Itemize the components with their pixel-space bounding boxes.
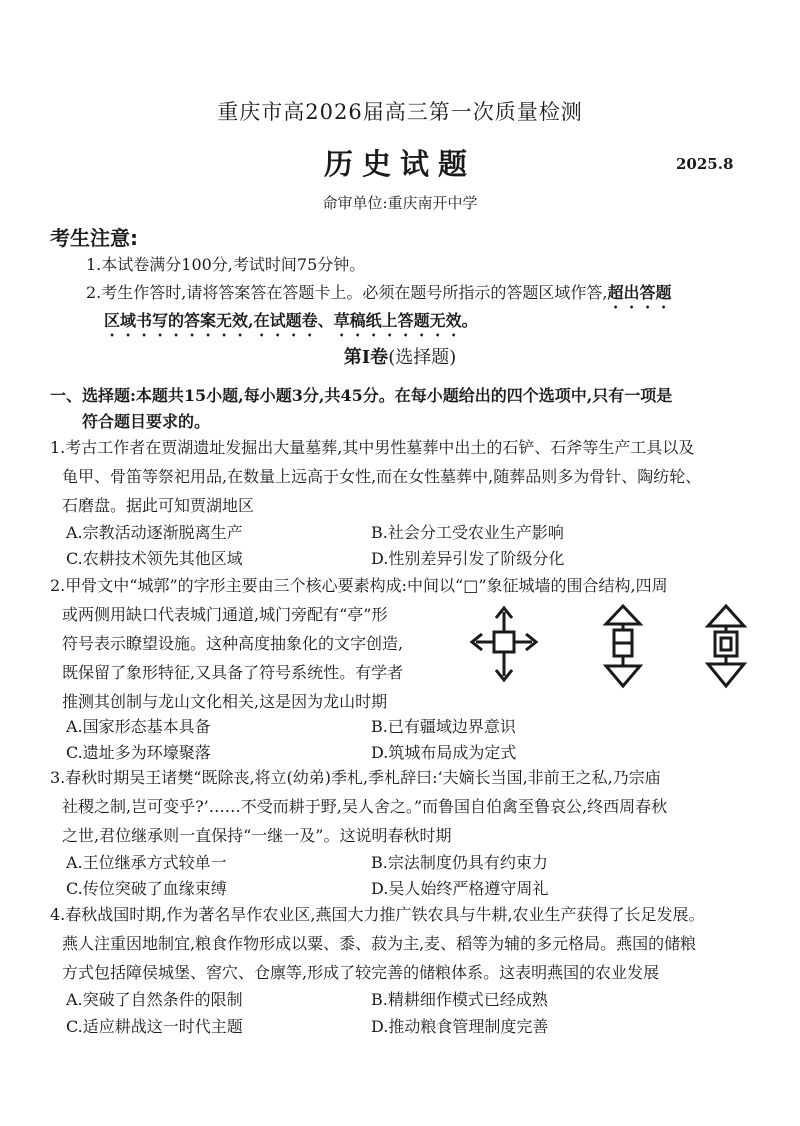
subject-title: 历史试题 <box>323 147 476 181</box>
notice-item-2-emphasis: 超出答题 <box>607 283 672 302</box>
question-2-line3: 符号表示瞭望设施。这种高度抽象化的文字创造, <box>62 634 404 653</box>
question-3-line3: 之世,君位继承则一直保持“一继一及”。这说明春秋时期 <box>62 826 452 845</box>
part-instructions-line1: 一、选择题:本题共15小题,每小题3分,共45分。在每小题给出的四个选项中,只有一项是 <box>50 386 673 405</box>
notice-heading: 考生注意: <box>50 226 138 250</box>
question-2-line2: 或两侧用缺口代表城门通道,城门旁配有“亭”形 <box>62 605 388 624</box>
question-4-line3: 方式包括障侯城堡、窖穴、仓廪等,形成了较完善的储粮体系。这表明燕国的农业发展 <box>62 963 660 982</box>
setting-unit: 命审单位:重庆南开中学 <box>322 194 478 212</box>
question-4-line2: 燕人注重因地制宜,粮食作物形成以粟、黍、菽为主,麦、稻等为辅的多元格局。燕国的储粮 <box>62 934 697 953</box>
question-1-option-c[interactable]: C.农耕技术领先其他区域 <box>66 549 243 568</box>
oracle-bone-glyphs <box>468 600 768 690</box>
section-name: 第Ⅰ卷 <box>343 347 389 368</box>
question-4-option-d[interactable]: D.推动粮食管理制度完善 <box>371 1017 549 1036</box>
question-2-option-c[interactable]: C.遗址多为环壕聚落 <box>66 743 211 762</box>
section-subtitle: (选择题) <box>388 347 457 368</box>
question-3 <box>50 763 762 850</box>
notice-item-2-emphasis-line2: 区域书写的答案无效,在试题卷、草稿纸上答题无效。 <box>104 311 478 330</box>
question-2-line4: 既保留了象形特征,又具备了符号系统性。有学者 <box>62 663 404 682</box>
exam-title: 重庆市高2026届高三第一次质量检测 <box>217 100 583 124</box>
question-2-option-d[interactable]: D.筑城布局成为定式 <box>371 743 517 762</box>
question-1-option-a[interactable]: A.宗教活动逐渐脱离生产 <box>66 523 243 542</box>
question-3-option-a[interactable]: A.王位继承方式较单一 <box>66 853 227 872</box>
question-4-option-c[interactable]: C.适应耕战这一时代主题 <box>66 1017 243 1036</box>
part-instructions-line2: 符合题目要求的。 <box>82 412 211 431</box>
question-4 <box>50 900 762 987</box>
question-2-option-b[interactable]: B.已有疆域边界意识 <box>371 717 516 736</box>
question-3-option-c[interactable]: C.传位突破了血缘束缚 <box>66 879 227 898</box>
question-3-line1: 3.春秋时期吴王诸樊“既除丧,将立(幼弟)季札,季札辞曰:‘夫嫡长当国,非前王之私,乃宗庙 <box>50 768 661 787</box>
question-1-line1: 1.考古工作者在贾湖遗址发掘出大量墓葬,其中男性墓葬中出土的石铲、石斧等生产工具以及 <box>50 438 695 457</box>
question-4-line1: 4.春秋战国时期,作为著名旱作农业区,燕国大力推广铁农具与牛耕,农业生产获得了长足发展。 <box>50 905 705 924</box>
question-3-line2: 社稷之制,岂可变乎?’……不受而耕于野,吴人舍之。”而鲁国自伯禽至鲁哀公,终西周春秋 <box>62 797 668 816</box>
question-1-line3: 石磨盘。据此可知贾湖地区 <box>62 496 255 515</box>
question-1-option-b[interactable]: B.社会分工受农业生产影响 <box>371 523 564 542</box>
question-2-option-a[interactable]: A.国家形态基本具备 <box>66 717 211 736</box>
section-title <box>0 343 800 369</box>
question-1 <box>50 433 762 520</box>
question-2-line5: 推测其创制与龙山文化相关,这是因为龙山时期 <box>62 692 388 711</box>
oracle-glyph-vertical-icon <box>606 606 640 686</box>
part-instructions <box>50 383 762 435</box>
question-2-line1: 2.甲骨文中“城郭”的字形主要由三个核心要素构成:中间以“□”象征城墙的围合结构,四周 <box>50 576 668 595</box>
question-4-option-b[interactable]: B.精耕细作模式已经成熟 <box>371 990 548 1009</box>
question-1-option-d[interactable]: D.性别差异引发了阶级分化 <box>371 549 565 568</box>
question-3-option-b[interactable]: B.宗法制度仍具有约束力 <box>371 853 548 872</box>
oracle-glyph-gate-icon <box>708 606 744 686</box>
oracle-glyph-cross-icon <box>472 608 536 680</box>
question-1-line2: 龟甲、骨笛等祭祀用品,在数量上远高于女性,而在女性墓葬中,随葬品则多为骨针、陶纺轮、 <box>62 467 702 486</box>
notice-item-2-text: 2.考生作答时,请将答案答在答题卡上。必须在题号所指示的答题区域作答, <box>86 283 608 302</box>
question-3-option-d[interactable]: D.吴人始终严格遵守周礼 <box>371 879 549 898</box>
notice-item-2-line2 <box>104 308 478 340</box>
notice-item-1: 1.本试卷满分100分,考试时间75分钟。 <box>86 255 366 274</box>
question-4-option-a[interactable]: A.突破了自然条件的限制 <box>66 990 243 1009</box>
exam-date: 2025.8 <box>676 155 734 173</box>
